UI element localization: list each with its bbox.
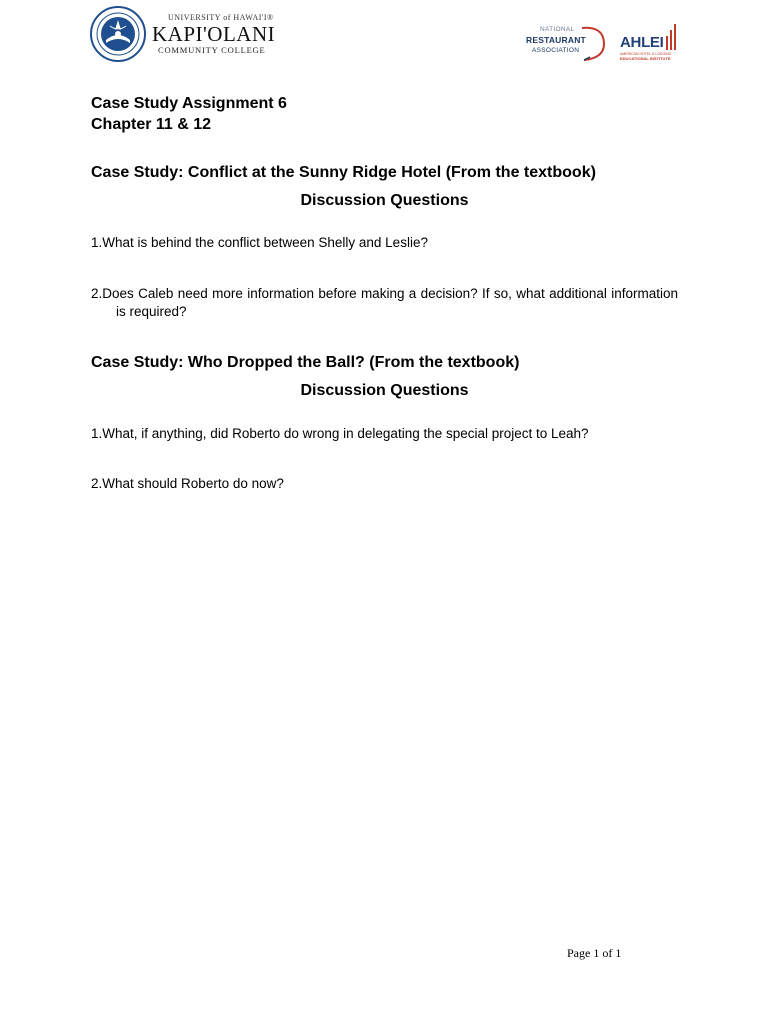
chapter-title: Chapter 11 & 12	[91, 116, 212, 133]
ahlei-subtitle-2: EDUCATIONAL INSTITUTE	[620, 56, 671, 61]
case-study-heading: Case Study: Conflict at the Sunny Ridge Hotel (From the textbook)	[91, 164, 596, 181]
discussion-question: 1.What, if anything, did Roberto do wrong in delegating the special project to Leah?	[91, 426, 589, 441]
bars-icon	[666, 24, 678, 50]
discussion-question: 2.Does Caleb need more information before making a decision? If so, what additional information is required?	[91, 286, 678, 319]
nra-line-3: ASSOCIATION	[532, 47, 580, 54]
discussion-questions-heading: Discussion Questions	[300, 192, 469, 209]
case-study-heading: Case Study: Who Dropped the Ball? (From the textbook)	[91, 354, 520, 371]
ahlei-subtitle-1: AMERICAN HOTEL & LODGING	[620, 52, 672, 56]
discussion-question: 2.What should Roberto do now?	[91, 476, 284, 491]
college-subtitle: COMMUNITY COLLEGE	[158, 44, 266, 55]
college-name: KAPI'OLANI	[152, 21, 276, 46]
ahlei-logo	[620, 22, 680, 62]
kapiolani-wordmark	[152, 14, 275, 55]
discussion-questions-heading: Discussion Questions	[300, 382, 469, 399]
nra-line-1: NATIONAL	[540, 26, 575, 33]
nra-line-2: RESTAURANT	[526, 35, 586, 45]
assignment-title: Case Study Assignment 6	[91, 95, 287, 112]
university-line: UNIVERSITY of HAWAI'I®	[168, 12, 274, 22]
discussion-question: 1.What is behind the conflict between Shelly and Leslie?	[91, 235, 428, 250]
page-header	[90, 6, 680, 68]
swoosh-icon	[570, 24, 610, 62]
university-seal-icon	[90, 6, 146, 62]
kapiolani-logo	[90, 6, 275, 62]
document-body	[91, 93, 678, 493]
ahlei-wordmark: AHLEI	[620, 34, 664, 51]
national-restaurant-association-logo	[524, 24, 612, 62]
page-number: Page 1 of 1	[567, 946, 622, 960]
